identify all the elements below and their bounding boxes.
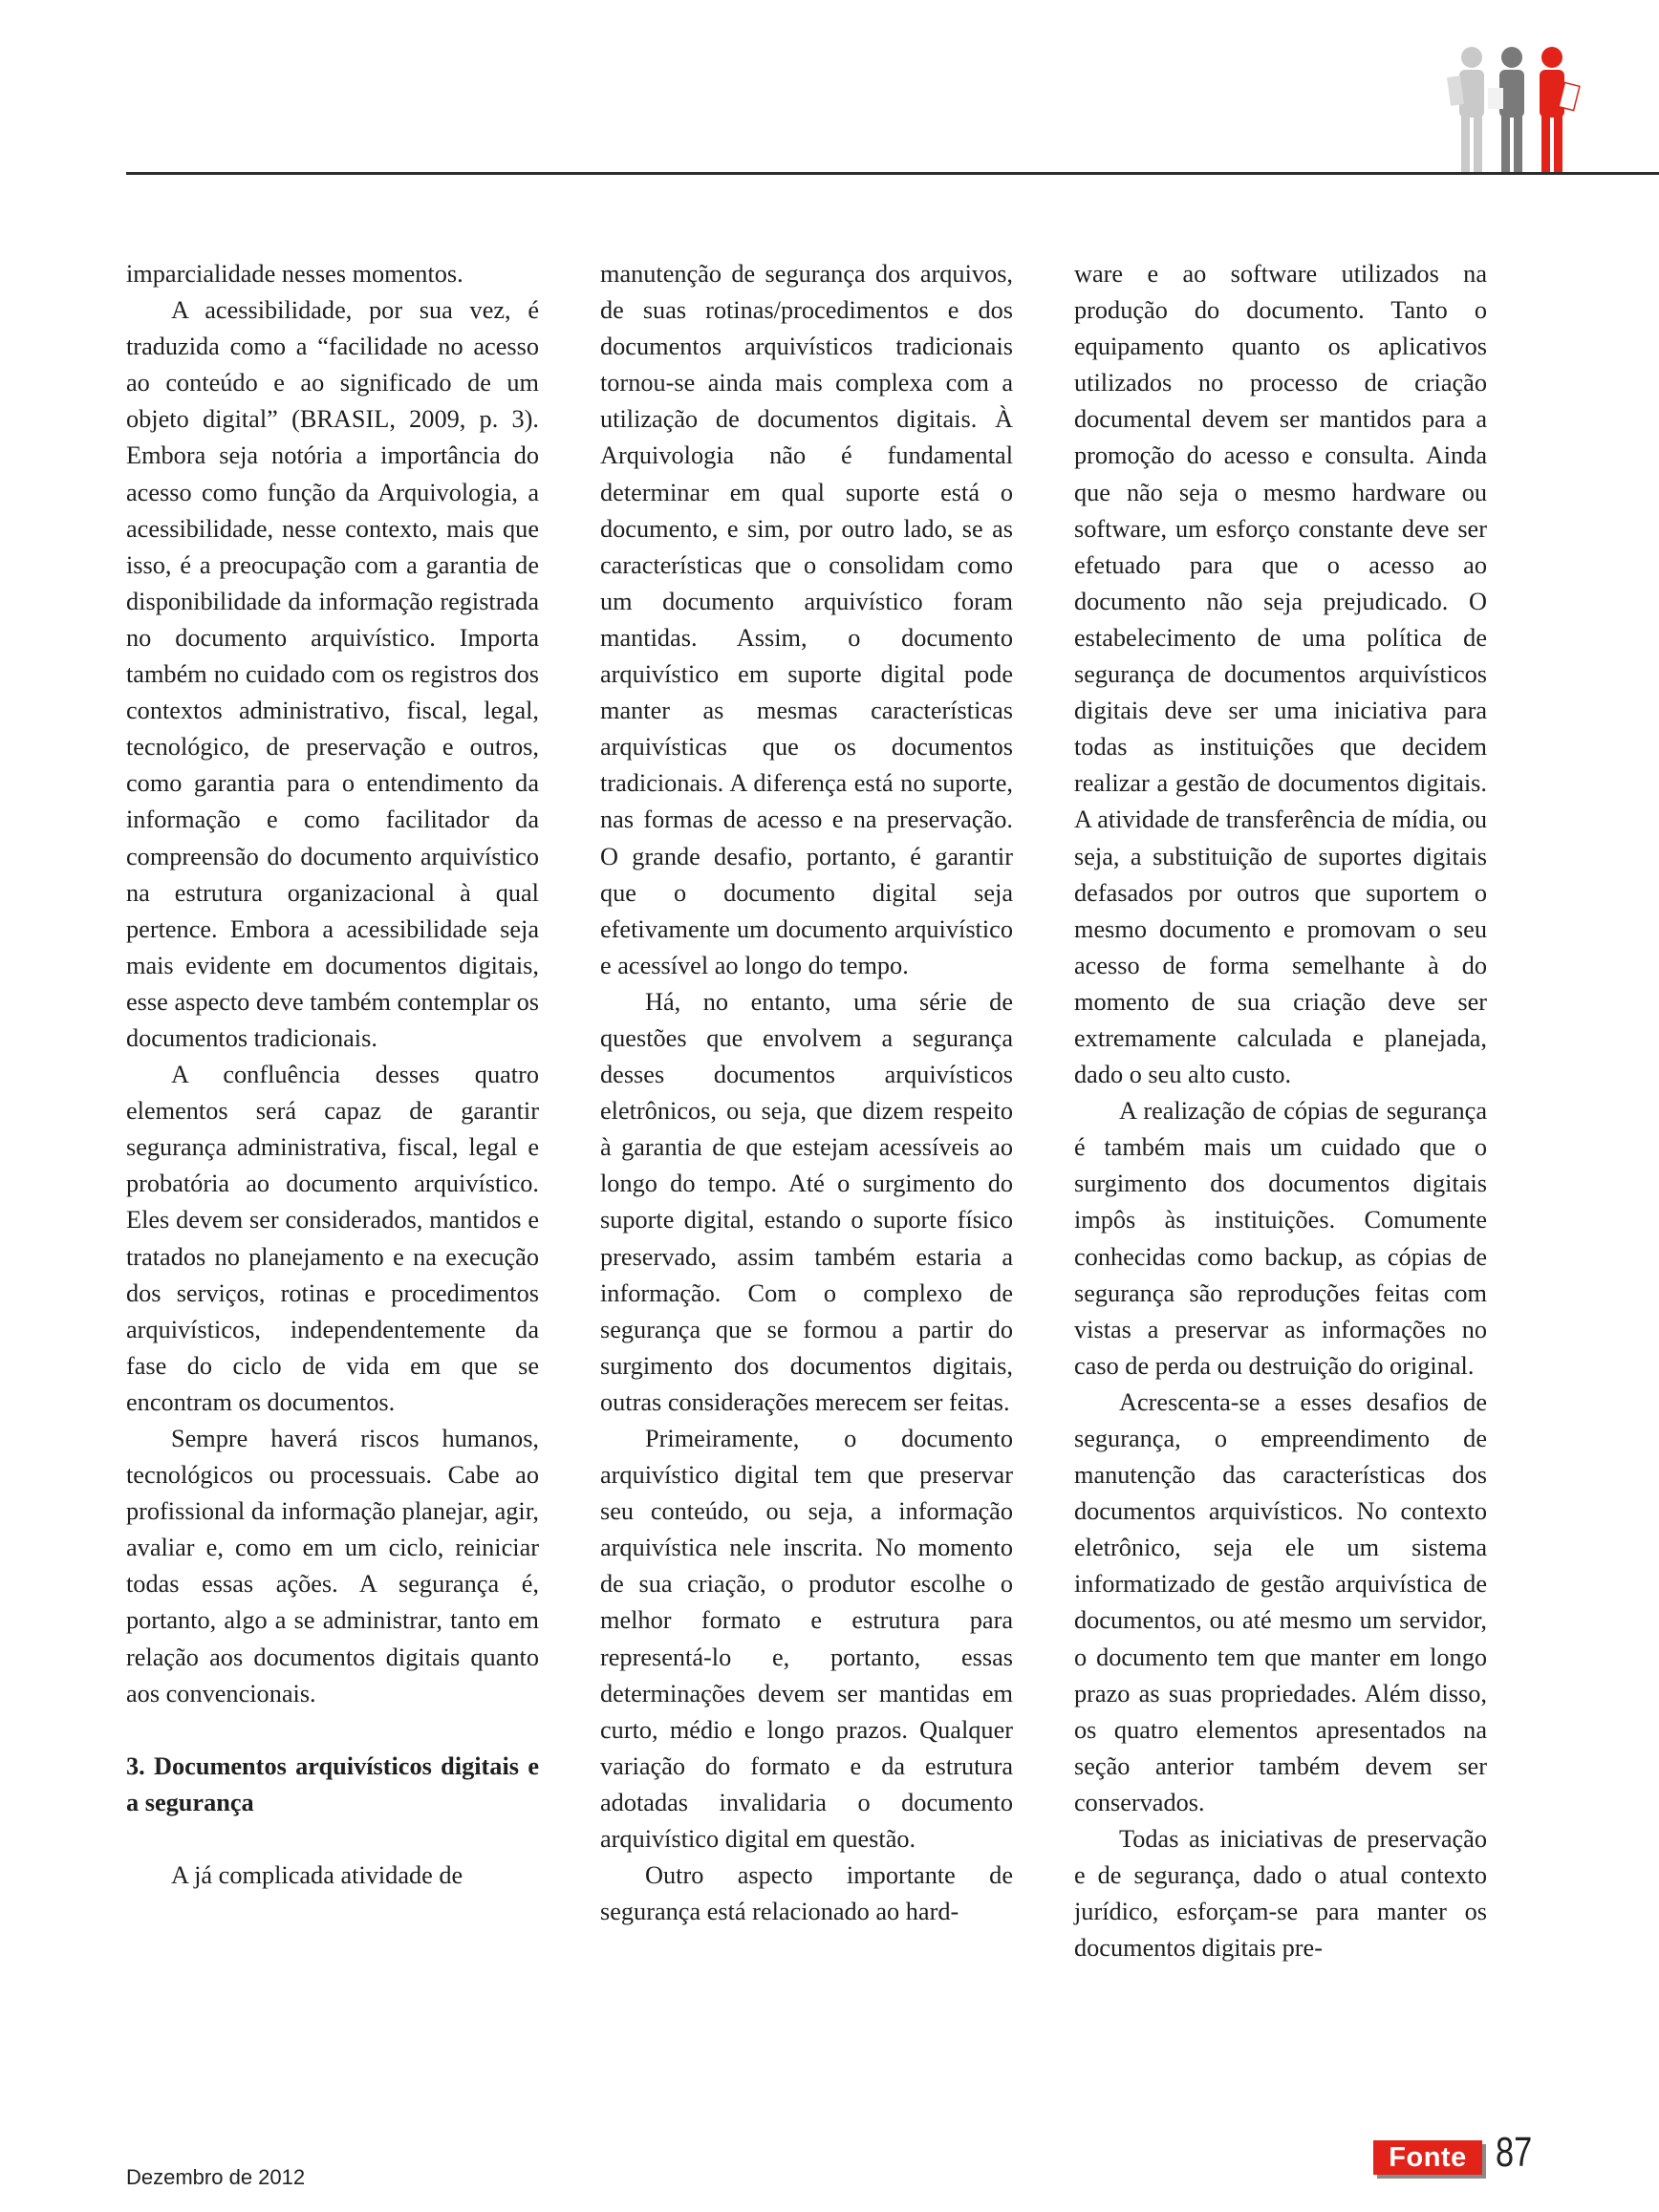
paragraph: Outro aspecto importante de segurança está relacionado ao hard-: [600, 1861, 1013, 1926]
paragraph: Primeiramente, o documento arquivístico digital tem que preservar seu conteúdo, ou seja, a informação arquivística nele inscrita. No momento de sua criação, o produtor escolhe o melhor formato e estrutura para representá-lo e, portanto, essas determinações devem ser mantidas em curto, médio e longo prazos. Qualquer variação do formato e da estrutura adotadas invalidaria o documento arquivístico digital em questão.: [600, 1425, 1013, 1854]
paragraph: A acessibilidade, por sua vez, é traduzida como a “facilidade no acesso ao conteúdo e ao significado de um objeto digital” (BRASIL, 2009, p. 3). Embora seja notória a importância do acesso como função da Arquivologia, a acessibilidade, nesse contexto, mais que isso, é a preocupação com a garantia de disponibilidade da informação registrada no documento arquivístico. Importa também no cuidado com os registros dos contextos administrativo, fiscal, legal, tecnológico, de preservação e outros, como garantia para o entendimento da informação e como facilitador da compreensão do documento arquivístico na estrutura organizacional à qual pertence. Embora a acessibilidade seja mais evidente em documentos digitais, esse aspecto deve também contemplar os documentos tradicionais.: [126, 296, 539, 1052]
paragraph: A realização de cópias de segurança é também mais um cuidado que o surgimento dos documentos digitais impôs às instituições. Comumente conhecidas como backup, as cópias de segurança são reproduções feitas com vistas a preservar as informações no caso de perda ou destruição do original.: [1074, 1097, 1487, 1380]
page-number: 87: [1496, 2129, 1533, 2176]
header-rule: [126, 172, 1659, 175]
paragraph: Sempre haverá riscos humanos, tecnológicos ou processuais. Cabe ao profissional da informação planejar, agir, avaliar e, como em um ciclo, reiniciar todas essas ações. A segurança é, portanto, algo a se administrar, tanto em relação aos documentos digitais quanto aos convencionais.: [126, 1425, 539, 1707]
text-column-2: [600, 256, 1013, 1930]
paragraph: Há, no entanto, uma série de questões que envolvem a segurança desses documentos arquivísticos eletrônicos, ou seja, que dizem respeito à garantia de que estejam acessíveis ao longo do tempo. Até o surgimento do suporte digital, estando o suporte físico preservado, assim também estaria a informação. Com o complexo de segurança que se formou a partir do surgimento dos documentos digitais, outras considerações merecem ser feitas.: [600, 987, 1013, 1416]
paragraph: A confluência desses quatro elementos será capaz de garantir segurança administrativa, fiscal, legal e probatória ao documento arquivístico. Eles devem ser considerados, mantidos e tratados no planejamento e na execução dos serviços, rotinas e procedimentos arquivísticos, independentemente da fase do ciclo de vida em que se encontram os documentos.: [126, 1061, 539, 1416]
paragraph: ware e ao software utilizados na produção do documento. Tanto o equipamento quanto os aplicativos utilizados no processo de criação documental devem ser mantidos para a promoção do acesso e consulta. Ainda que não seja o mesmo hardware ou software, um esforço constante deve ser efetuado para que o acesso ao documento não seja prejudicado. O estabelecimento de uma política de segurança de documentos arquivísticos digitais deve ser uma iniciativa para todas as instituições que decidem realizar a gestão de documentos digitais. A atividade de transferência de mídia, ou seja, a substituição de suportes digitais defasados por outros que suportem o mesmo documento e promovam o seu acesso de forma semelhante à do momento de sua criação deve ser extremamente calculada e planejada, dado o seu alto custo.: [1074, 260, 1487, 1089]
text-column-1: [126, 256, 539, 1894]
paragraph: A já complicada atividade de: [171, 1860, 463, 1889]
paragraph: imparcialidade nesses momentos.: [126, 260, 463, 288]
paragraph: manutenção de segurança dos arquivos, de suas rotinas/procedimentos e dos documentos arquivísticos tradicionais tornou-se ainda mais complexa com a utilização de documentos digitais. À Arquivologia não é fundamental determinar em qual suporte está o documento, e sim, por outro lado, se as características que o consolidam como um documento arquivístico foram mantidas. Assim, o documento arquivístico em suporte digital pode manter as mesmas características arquivísticas que os documentos tradicionais. A diferença está no suporte, nas formas de acesso e na preservação. O grande desafio, portanto, é garantir que o documento digital seja efetivamente um documento arquivístico e acessível ao longo do tempo.: [600, 260, 1013, 979]
brand-logo: Fonte: [1373, 2140, 1482, 2175]
issue-date: Dezembro de 2012: [126, 2165, 306, 2189]
paragraph: Todas as iniciativas de preservação e de segurança, dado o atual contexto jurídico, esforçam-se para manter os documentos digitais pre-: [1074, 1825, 1487, 1963]
paragraph: Acrescenta-se a esses desafios de segurança, o empreendimento de manutenção das características dos documentos arquivísticos. No contexto eletrônico, seja ele um sistema informatizado de gestão arquivística de documentos, ou até mesmo um servidor, o documento tem que manter em longo prazo as suas propriedades. Além disso, os quatro elementos apresentados na seção anterior também devem ser conservados.: [1074, 1387, 1487, 1816]
text-column-3: [1074, 256, 1487, 1966]
section-heading: 3. Documentos arquivísticos digitais e a segurança: [126, 1751, 539, 1816]
three-people-icon: [1443, 38, 1586, 177]
